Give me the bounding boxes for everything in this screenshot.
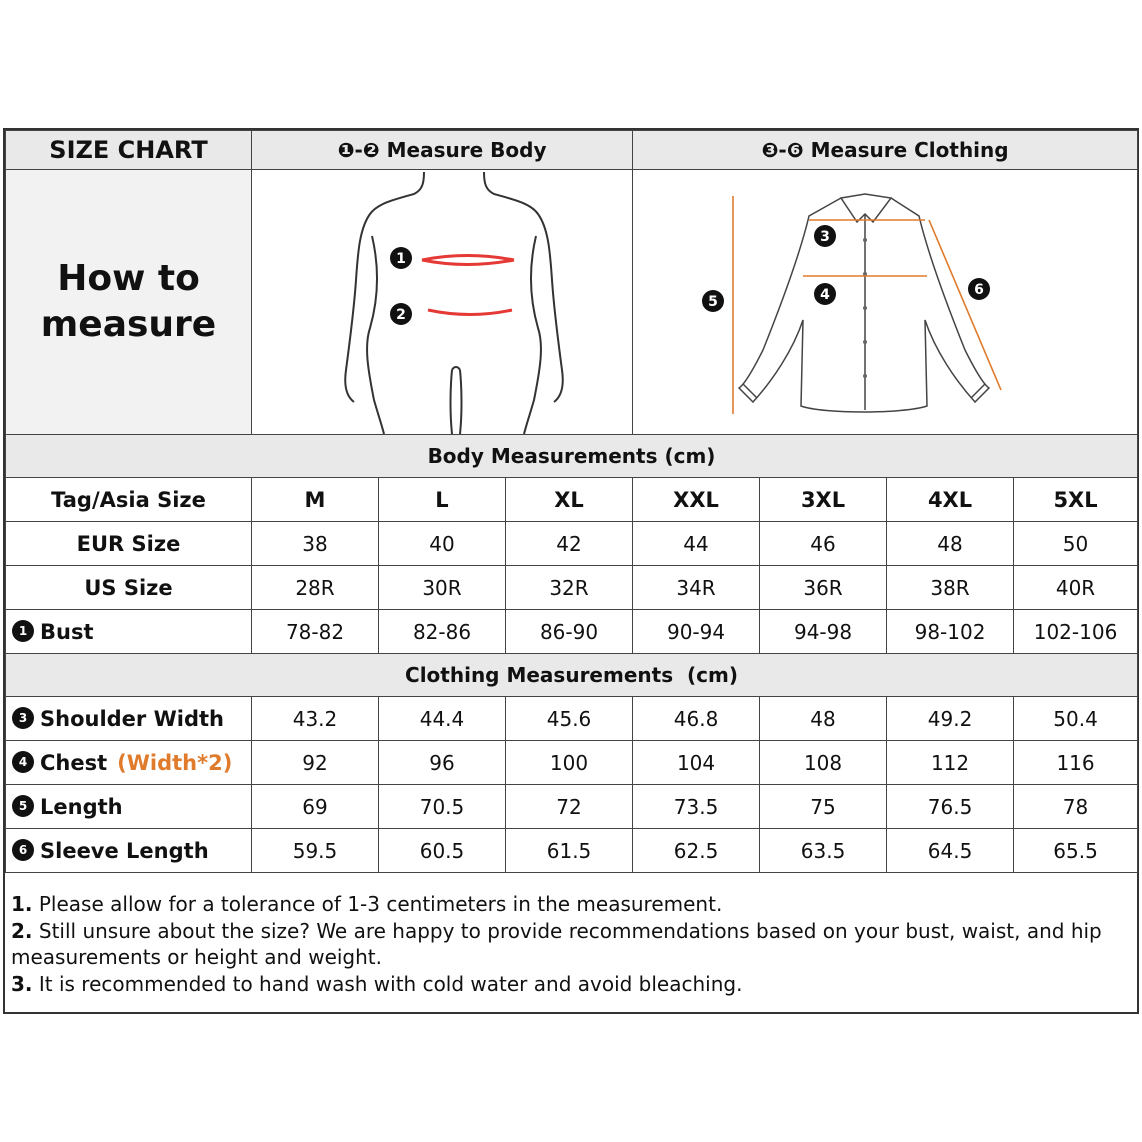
chest-note: (Width*2) [117, 750, 233, 775]
size-cell: M [252, 478, 379, 522]
body-marker-2-icon [390, 303, 412, 325]
eur-size-cell: 48 [887, 522, 1014, 566]
length-label: Length [40, 794, 123, 819]
illustration-row [6, 170, 1138, 435]
shirt-marker-3-icon [814, 225, 836, 247]
eur-size-cell: 50 [1014, 522, 1138, 566]
size-row-label: Tag/Asia Size [6, 478, 252, 522]
chest-cell: 108 [760, 741, 887, 785]
eur-size-label: EUR Size [6, 522, 252, 566]
shoulder-cell: 46.8 [633, 697, 760, 741]
us-size-cell: 36R [760, 566, 887, 610]
chest-cell: 104 [633, 741, 760, 785]
measure-body-markers: ❶-❷ [337, 138, 380, 162]
length-marker-icon: 5 [12, 795, 34, 817]
bust-cell: 86-90 [506, 610, 633, 654]
size-chart-sheet [3, 128, 1139, 1014]
us-size-cell: 34R [633, 566, 760, 610]
sleeve-cell: 64.5 [887, 829, 1014, 873]
shirt-marker-3-label: 3 [820, 229, 830, 245]
chest-cell: 100 [506, 741, 633, 785]
bust-cell: 82-86 [379, 610, 506, 654]
shirt-marker-6-icon [968, 278, 990, 300]
note-text: Please allow for a tolerance of 1-3 centimeters in the measurement. [38, 892, 723, 916]
chest-label: Chest [40, 750, 108, 775]
sleeve-cell: 61.5 [506, 829, 633, 873]
bust-cell: 78-82 [252, 610, 379, 654]
shirt-marker-5-icon [702, 290, 724, 312]
chest-label-cell [6, 741, 252, 785]
body-marker-2-label: 2 [396, 307, 406, 323]
bust-row [6, 610, 1138, 654]
sleeve-cell: 60.5 [379, 829, 506, 873]
clothing-measurements-band [6, 654, 1138, 697]
note-number: 1. [11, 892, 33, 916]
measure-clothing-markers: ❸-❻ [761, 138, 804, 162]
chest-cell: 92 [252, 741, 379, 785]
chest-cell: 112 [887, 741, 1014, 785]
body-figure-illustration [252, 170, 633, 434]
body-figure-cell [252, 170, 633, 435]
chest-marker-icon: 4 [12, 751, 34, 773]
eur-size-cell: 38 [252, 522, 379, 566]
shoulder-cell: 50.4 [1014, 697, 1138, 741]
shoulder-row [6, 697, 1138, 741]
shoulder-label: Shoulder Width [40, 706, 224, 731]
size-cell: XL [506, 478, 633, 522]
shoulder-cell: 45.6 [506, 697, 633, 741]
measure-body-title: Measure Body [386, 138, 547, 162]
size-cell: XXL [633, 478, 760, 522]
sleeve-marker-icon: 6 [12, 839, 34, 861]
us-size-cell: 30R [379, 566, 506, 610]
size-chart-title: SIZE CHART [6, 131, 252, 170]
note-number: 3. [11, 971, 33, 996]
clothing-measurements-title: Clothing Measurements (cm) [6, 654, 1138, 697]
note-item [11, 971, 1131, 998]
bust-cell: 102-106 [1014, 610, 1138, 654]
bust-cell: 94-98 [760, 610, 887, 654]
body-measurements-title: Body Measurements (cm) [6, 435, 1138, 478]
body-marker-1-label: 1 [396, 251, 406, 267]
length-cell: 69 [252, 785, 379, 829]
size-cell: 4XL [887, 478, 1014, 522]
us-size-cell: 38R [887, 566, 1014, 610]
eur-size-cell: 46 [760, 522, 887, 566]
us-size-cell: 28R [252, 566, 379, 610]
shirt-figure-cell [633, 170, 1138, 435]
measure-body-header [252, 131, 633, 170]
how-to-line-1: How to [57, 258, 200, 299]
note-text: It is recommended to hand wash with cold water and avoid bleaching. [38, 971, 743, 996]
us-size-label: US Size [6, 566, 252, 610]
us-size-cell: 40R [1014, 566, 1138, 610]
length-row [6, 785, 1138, 829]
note-item [11, 891, 1131, 918]
shirt-marker-6-label: 6 [974, 282, 984, 298]
shoulder-cell: 44.4 [379, 697, 506, 741]
size-chart-table [5, 130, 1138, 873]
shirt-marker-4-icon [814, 283, 836, 305]
eur-size-cell: 44 [633, 522, 760, 566]
chest-cell: 116 [1014, 741, 1138, 785]
chest-row [6, 741, 1138, 785]
sleeve-row [6, 829, 1138, 873]
body-marker-1-icon [390, 247, 412, 269]
eur-size-row [6, 522, 1138, 566]
note-item [11, 918, 1131, 971]
header-row [6, 131, 1138, 170]
note-number: 2. [11, 918, 33, 943]
sleeve-label: Sleeve Length [40, 838, 209, 863]
eur-size-cell: 40 [379, 522, 506, 566]
measure-clothing-header [633, 131, 1138, 170]
chest-cell: 96 [379, 741, 506, 785]
measure-clothing-title: Measure Clothing [810, 138, 1009, 162]
sleeve-cell: 59.5 [252, 829, 379, 873]
length-cell: 72 [506, 785, 633, 829]
shirt-marker-4-label: 4 [820, 287, 830, 303]
size-cell: L [379, 478, 506, 522]
bust-marker-icon: 1 [12, 620, 34, 642]
how-to-line-2: measure [40, 304, 217, 345]
shoulder-cell: 48 [760, 697, 887, 741]
length-cell: 75 [760, 785, 887, 829]
notes-block [5, 875, 1137, 1012]
length-cell: 78 [1014, 785, 1138, 829]
length-cell: 73.5 [633, 785, 760, 829]
length-label-cell [6, 785, 252, 829]
shoulder-cell: 49.2 [887, 697, 1014, 741]
size-row [6, 478, 1138, 522]
sleeve-label-cell [6, 829, 252, 873]
length-cell: 76.5 [887, 785, 1014, 829]
size-cell: 5XL [1014, 478, 1138, 522]
body-measurements-band [6, 435, 1138, 478]
bust-cell: 90-94 [633, 610, 760, 654]
shirt-figure-illustration [633, 170, 1138, 434]
sleeve-cell: 65.5 [1014, 829, 1138, 873]
sleeve-cell: 63.5 [760, 829, 887, 873]
bust-label: Bust [40, 619, 94, 644]
bust-label-cell [6, 610, 252, 654]
sleeve-cell: 62.5 [633, 829, 760, 873]
us-size-row [6, 566, 1138, 610]
note-text: Still unsure about the size? We are happy to provide recommendations based on your bust, waist, and hip measurements or height and weight. [11, 918, 1102, 969]
size-cell: 3XL [760, 478, 887, 522]
eur-size-cell: 42 [506, 522, 633, 566]
how-to-measure [6, 170, 252, 435]
bust-cell: 98-102 [887, 610, 1014, 654]
length-cell: 70.5 [379, 785, 506, 829]
shoulder-cell: 43.2 [252, 697, 379, 741]
shoulder-label-cell [6, 697, 252, 741]
us-size-cell: 32R [506, 566, 633, 610]
shirt-marker-5-label: 5 [708, 294, 718, 310]
shoulder-marker-icon: 3 [12, 707, 34, 729]
